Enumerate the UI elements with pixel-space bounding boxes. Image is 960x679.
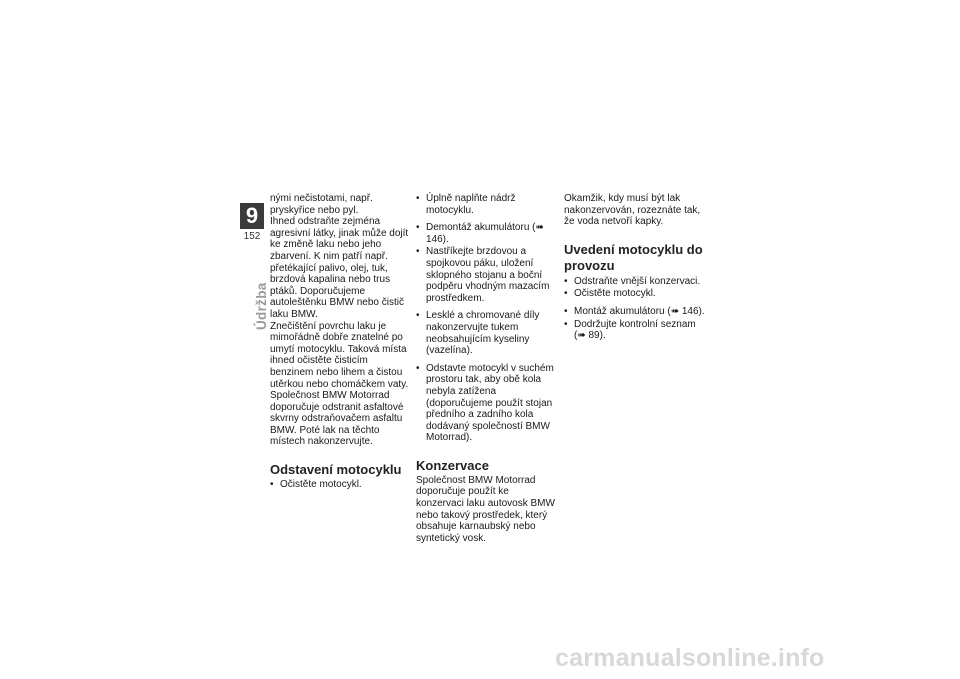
list-item: • Dodržujte kontrolní seznam (➠ 89). <box>564 319 706 342</box>
list-item: • Nastříkejte brzdovou a spojkovou páku, uložení sklopného stojanu a boční podpěru vhodným mazacím prostředkem. <box>416 246 558 304</box>
text-column-2 <box>416 193 558 544</box>
list-item: • Očistěte motocykl. <box>564 288 706 300</box>
paragraph: Znečištění povrchu laku je mimořádně dobře znatelné po umytí motocyklu. Taková místa ihned očistěte čisticím benzinem nebo lihem a čistou utěrkou nebo chomáčkem vaty. Společnost BMW Motorrad doporučuje odstranit asfaltové skvrny odstraňovačem asfaltu BMW. Poté lak na těchto místech nakonzervujte. <box>270 320 409 448</box>
paragraph: Okamžik, kdy musí být lak nakonzervován, rozeznáte tak, že voda netvoří kapky. <box>564 193 701 228</box>
section-heading-storage: Odstavení motocyklu <box>270 462 402 478</box>
paragraph: Společnost BMW Motorrad doporučuje použít ke konzervaci laku autovosk BMW nebo takový prostředek, který obsahuje karnaubský nebo syntetický vosk. <box>416 474 555 544</box>
bullet-list <box>270 479 410 491</box>
page-number: 152 <box>243 231 261 242</box>
text-column-1 <box>270 193 410 497</box>
list-item: • Odstavte motocykl v suchém prostoru tak, aby obě kola nebyla zatížena (doporučujeme použít stojan předního a zadního kola dodávaný společností BMW Motorrad). <box>416 363 558 444</box>
chapter-number-badge: 9 <box>240 203 264 229</box>
bullet-list <box>416 193 558 444</box>
list-item: • Lesklé a chromované díly nakonzervujte tukem neobsahujícím kyseliny (vazelína). <box>416 310 558 356</box>
paragraph: nými nečistotami, např. pryskyřice nebo pyl. <box>270 193 373 216</box>
section-heading-conservation: Konzervace <box>416 457 489 473</box>
section-heading-recommissioning: Uvedení motocyklu do provozu <box>564 241 703 273</box>
paragraph: Ihned odstraňte zejména agresivní látky, jinak může dojít ke změně laku nebo jeho zbarvení. K nim patří např. přetékající palivo, olej, tuk, brzdová kapalina nebo trus ptáků. Doporučujeme autoleštěnku BMW nebo čistič laku BMW. <box>270 216 409 320</box>
list-item: • Montáž akumulátoru (➠ 146). <box>564 306 706 318</box>
bullet-list <box>564 276 706 342</box>
chapter-side-title: Údržba <box>254 282 269 330</box>
watermark-text: carmanualsonline.info <box>555 644 825 672</box>
text-column-3 <box>564 193 706 348</box>
list-item: • Demontáž akumulátoru (➠ 146). <box>416 222 558 245</box>
list-item: • Odstraňte vnější konzervaci. <box>564 276 706 288</box>
list-item: • Očistěte motocykl. <box>270 479 410 491</box>
list-item: • Úplně naplňte nádrž motocyklu. <box>416 193 558 216</box>
